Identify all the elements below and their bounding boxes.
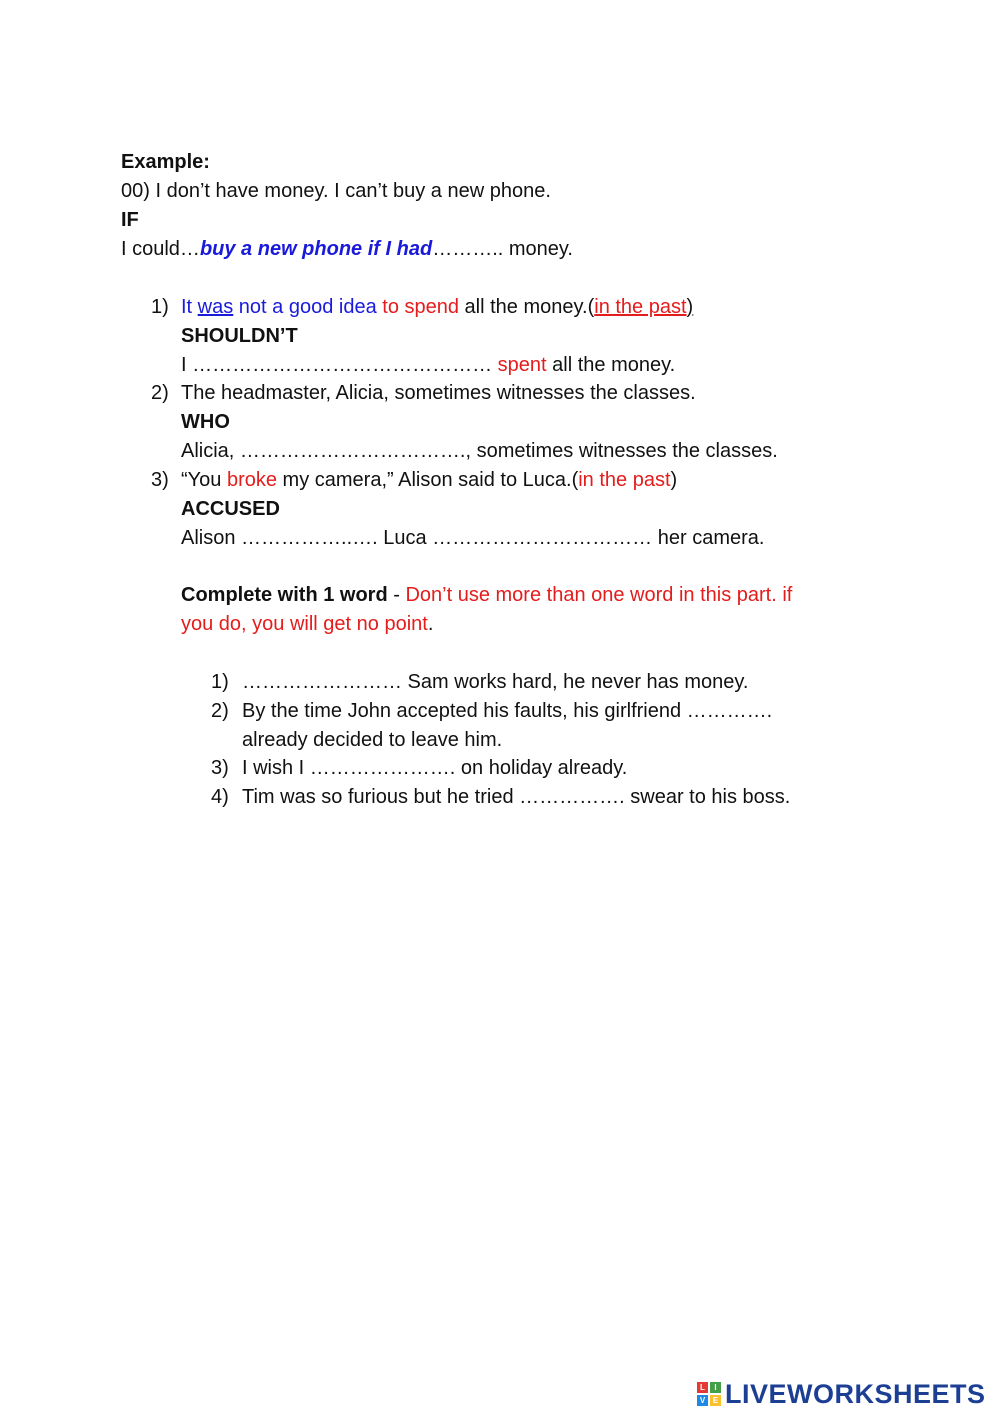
example-heading: Example:: [121, 151, 210, 173]
item-1-sentence: [181, 293, 693, 322]
liveworksheets-logo-icon: [697, 1382, 721, 1406]
example-answer-prefix: I could…: [121, 238, 200, 260]
section2-title-line: [181, 581, 792, 610]
sentence-part: not a good idea: [233, 296, 383, 318]
section2-dash: -: [387, 584, 406, 606]
one-word-item-1: …………………… Sam works hard, he never has money.: [242, 671, 749, 693]
item-number: 2): [151, 382, 169, 404]
answer-blank: I ………………………………………: [181, 354, 498, 376]
section2-title: Complete with 1 word: [181, 584, 388, 606]
item-3-sentence: [181, 466, 677, 495]
sentence-part: my camera,” Alison said to Luca.(: [277, 469, 579, 491]
logo-tile: I: [710, 1382, 721, 1393]
example-sentence: 00) I don’t have money. I can’t buy a new phone.: [121, 180, 551, 202]
item-number: 4): [211, 786, 229, 808]
sentence-part: all the money.(: [459, 296, 595, 318]
section2-period: .: [427, 613, 434, 635]
liveworksheets-wordmark: LIVEWORKSHEETS: [725, 1378, 986, 1409]
example-answer-suffix: ……….. money.: [432, 238, 573, 260]
item-1-answer: [181, 351, 675, 380]
answer-suffix: all the money.: [546, 354, 676, 376]
item-number: 1): [211, 671, 229, 693]
sentence-part: broke: [226, 469, 277, 491]
logo-tile: V: [697, 1395, 708, 1406]
sentence-part: was: [197, 296, 234, 318]
sentence-part: to spend: [382, 296, 459, 318]
item-2-sentence: The headmaster, Alicia, sometimes witnesses the classes.: [181, 382, 696, 404]
sentence-part: ): [670, 469, 678, 491]
item-number: 2): [211, 700, 229, 722]
answer-red-word: spent: [497, 354, 547, 376]
item-2-answer: Alicia, ……………………………., sometimes witnesses the classes.: [181, 440, 778, 462]
one-word-item-3: I wish I …………………. on holiday already.: [242, 757, 628, 779]
item-3-answer: Alison ……………..…. Luca …………………………… her camera.: [181, 527, 765, 549]
item-number: 1): [151, 296, 169, 318]
section2-instruction-line2: [181, 610, 433, 639]
sentence-part: “You: [181, 469, 227, 491]
sentence-part: in the past: [578, 469, 671, 491]
sentence-part: It: [181, 296, 198, 318]
example-keyword: IF: [121, 209, 139, 231]
sentence-part: ): [686, 296, 694, 318]
item-number: 3): [211, 757, 229, 779]
logo-tile: E: [710, 1395, 721, 1406]
sentence-part: in the past: [594, 296, 687, 318]
liveworksheets-logo: [697, 1378, 986, 1410]
one-word-item-2: By the time John accepted his faults, his girlfriend ………….: [242, 700, 773, 722]
example-answer: [121, 235, 573, 264]
item-2-keyword: WHO: [181, 411, 230, 433]
section2-instruction: you do, you will get no point: [181, 613, 428, 635]
item-1-keyword: SHOULDN’T: [181, 325, 298, 347]
item-3-keyword: ACCUSED: [181, 498, 280, 520]
one-word-item-2-cont: already decided to leave him.: [242, 729, 503, 751]
example-answer-fill: buy a new phone if I had: [199, 238, 433, 260]
one-word-item-4: Tim was so furious but he tried ……………. swear to his boss.: [242, 786, 791, 808]
section2-instruction: Don’t use more than one word in this part. if: [405, 584, 793, 606]
logo-tile: L: [697, 1382, 708, 1393]
item-number: 3): [151, 469, 169, 491]
